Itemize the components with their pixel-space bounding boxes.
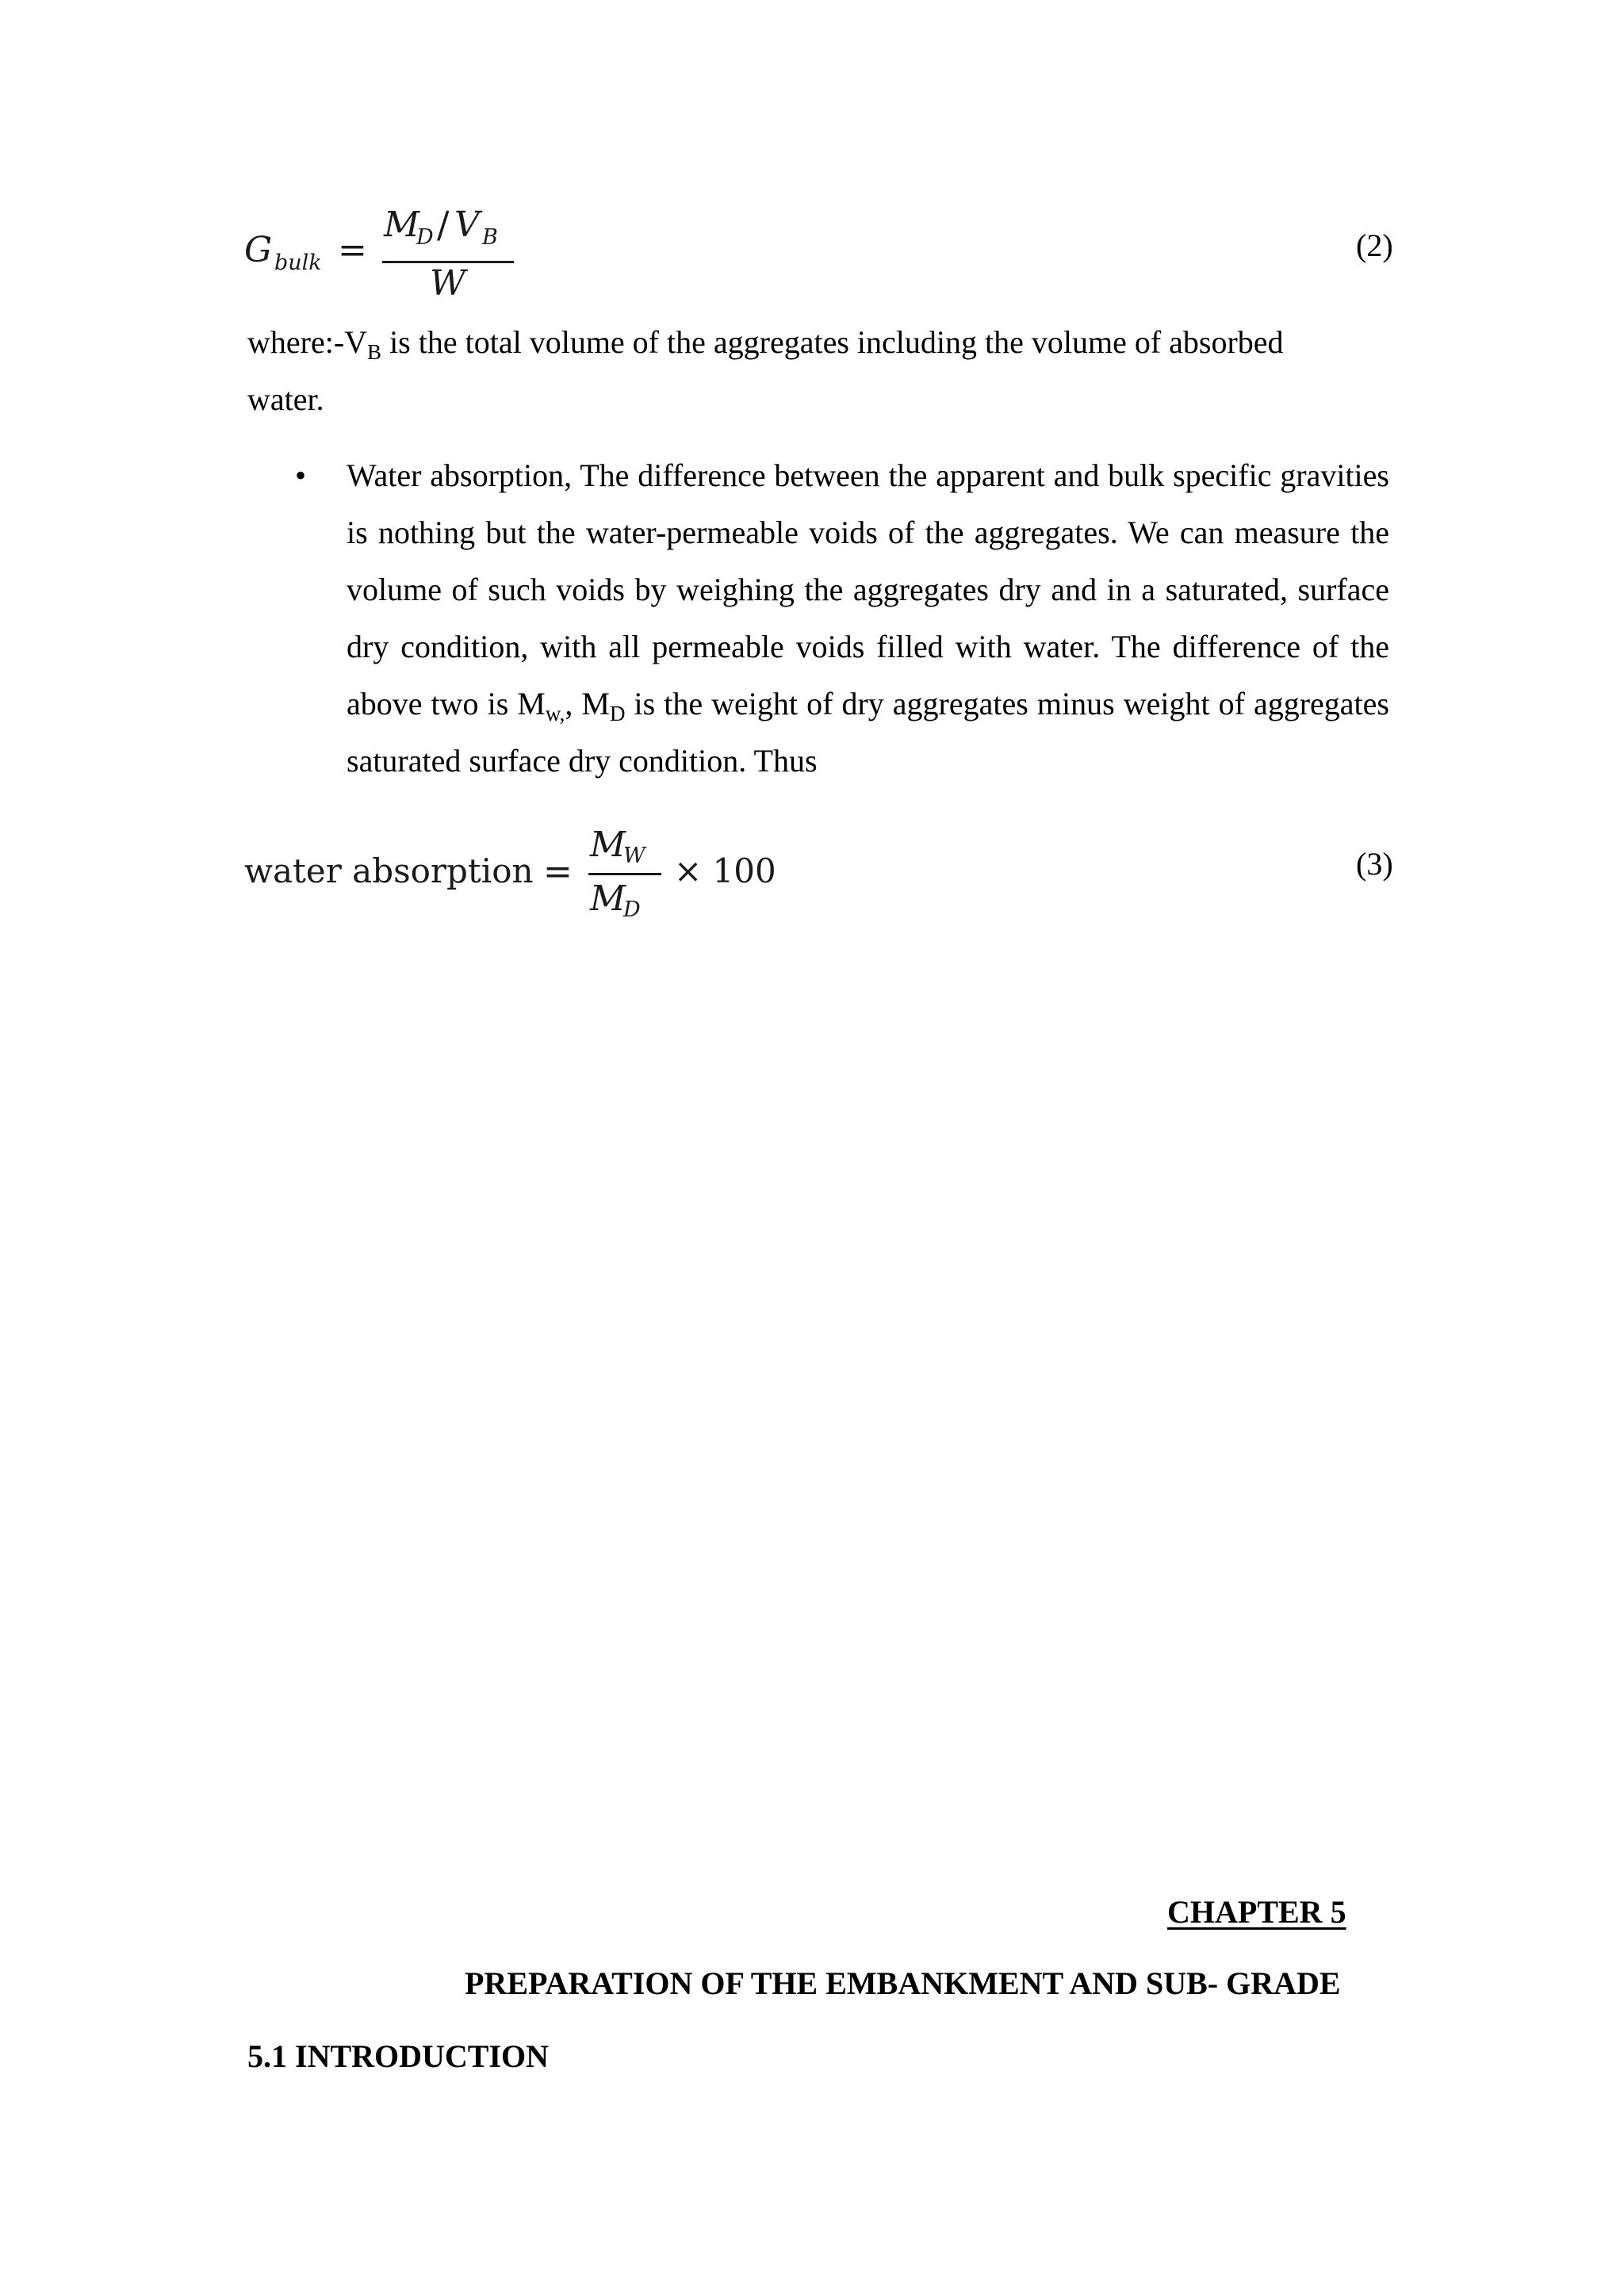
bullet-paragraph <box>347 447 1389 790</box>
where-prefix: where:-V <box>247 324 368 360</box>
eq2-denominator: W <box>430 263 466 304</box>
eq3-denominator-m: M <box>590 878 626 919</box>
section-heading: 5.1 INTRODUCTION <box>247 2038 550 2074</box>
eq2-number: (2) <box>1356 228 1393 263</box>
bullet-sub-w: w, <box>545 702 565 725</box>
eq2-numerator-slash: / <box>437 203 450 246</box>
chapter-label: CHAPTER 5 <box>1167 1894 1346 1930</box>
eq3-times: × 100 <box>674 851 776 890</box>
chapter-title: PREPARATION OF THE EMBANKMENT AND SUB- GRADE <box>465 1965 1341 2001</box>
where-rest-line1: is the total volume of the aggregates including the volume of absorbed <box>381 324 1284 360</box>
eq2-numerator-v-sub: B <box>482 225 498 250</box>
eq3-number: (3) <box>1356 846 1393 882</box>
bullet-marker: • <box>295 457 307 493</box>
eq3-denominator-sub: D <box>623 897 641 922</box>
eq3-fraction-bar <box>588 873 661 875</box>
eq3-numerator-sub: W <box>623 844 645 868</box>
where-line2: water. <box>247 381 324 417</box>
bullet-text-part1: Water absorption, The difference between the apparent and bulk specific gravities is nothing but the water-permeable voids of the aggregates. We can measure the volume of such voids by weighing the aggregates dry and in a saturated, surface dry condition, with all permeable voids filled with water. The difference of the above two is M <box>347 457 1389 721</box>
eq2-numerator-m: M <box>384 205 420 245</box>
where-paragraph <box>247 314 1389 428</box>
bullet-text-part2: , M <box>565 686 610 721</box>
eq3-numerator-m: M <box>590 825 626 865</box>
eq3-lhs: water absorption <box>244 851 534 890</box>
eq2-lhs-symbol: G <box>244 230 273 270</box>
eq2-numerator-v: V <box>454 205 480 245</box>
bullet-text-part3: is the weight of dry aggregates minus weight of aggregates saturated surface dry condition. Thus <box>347 686 1389 779</box>
eq2-numerator-m-sub: D <box>416 225 434 250</box>
where-subscript: B <box>367 340 382 364</box>
eq3-equals: = <box>543 851 573 892</box>
eq2-equals: = <box>338 230 367 270</box>
eq2-lhs-subscript: bulk <box>274 251 322 275</box>
bullet-sub-d: D <box>610 702 626 725</box>
